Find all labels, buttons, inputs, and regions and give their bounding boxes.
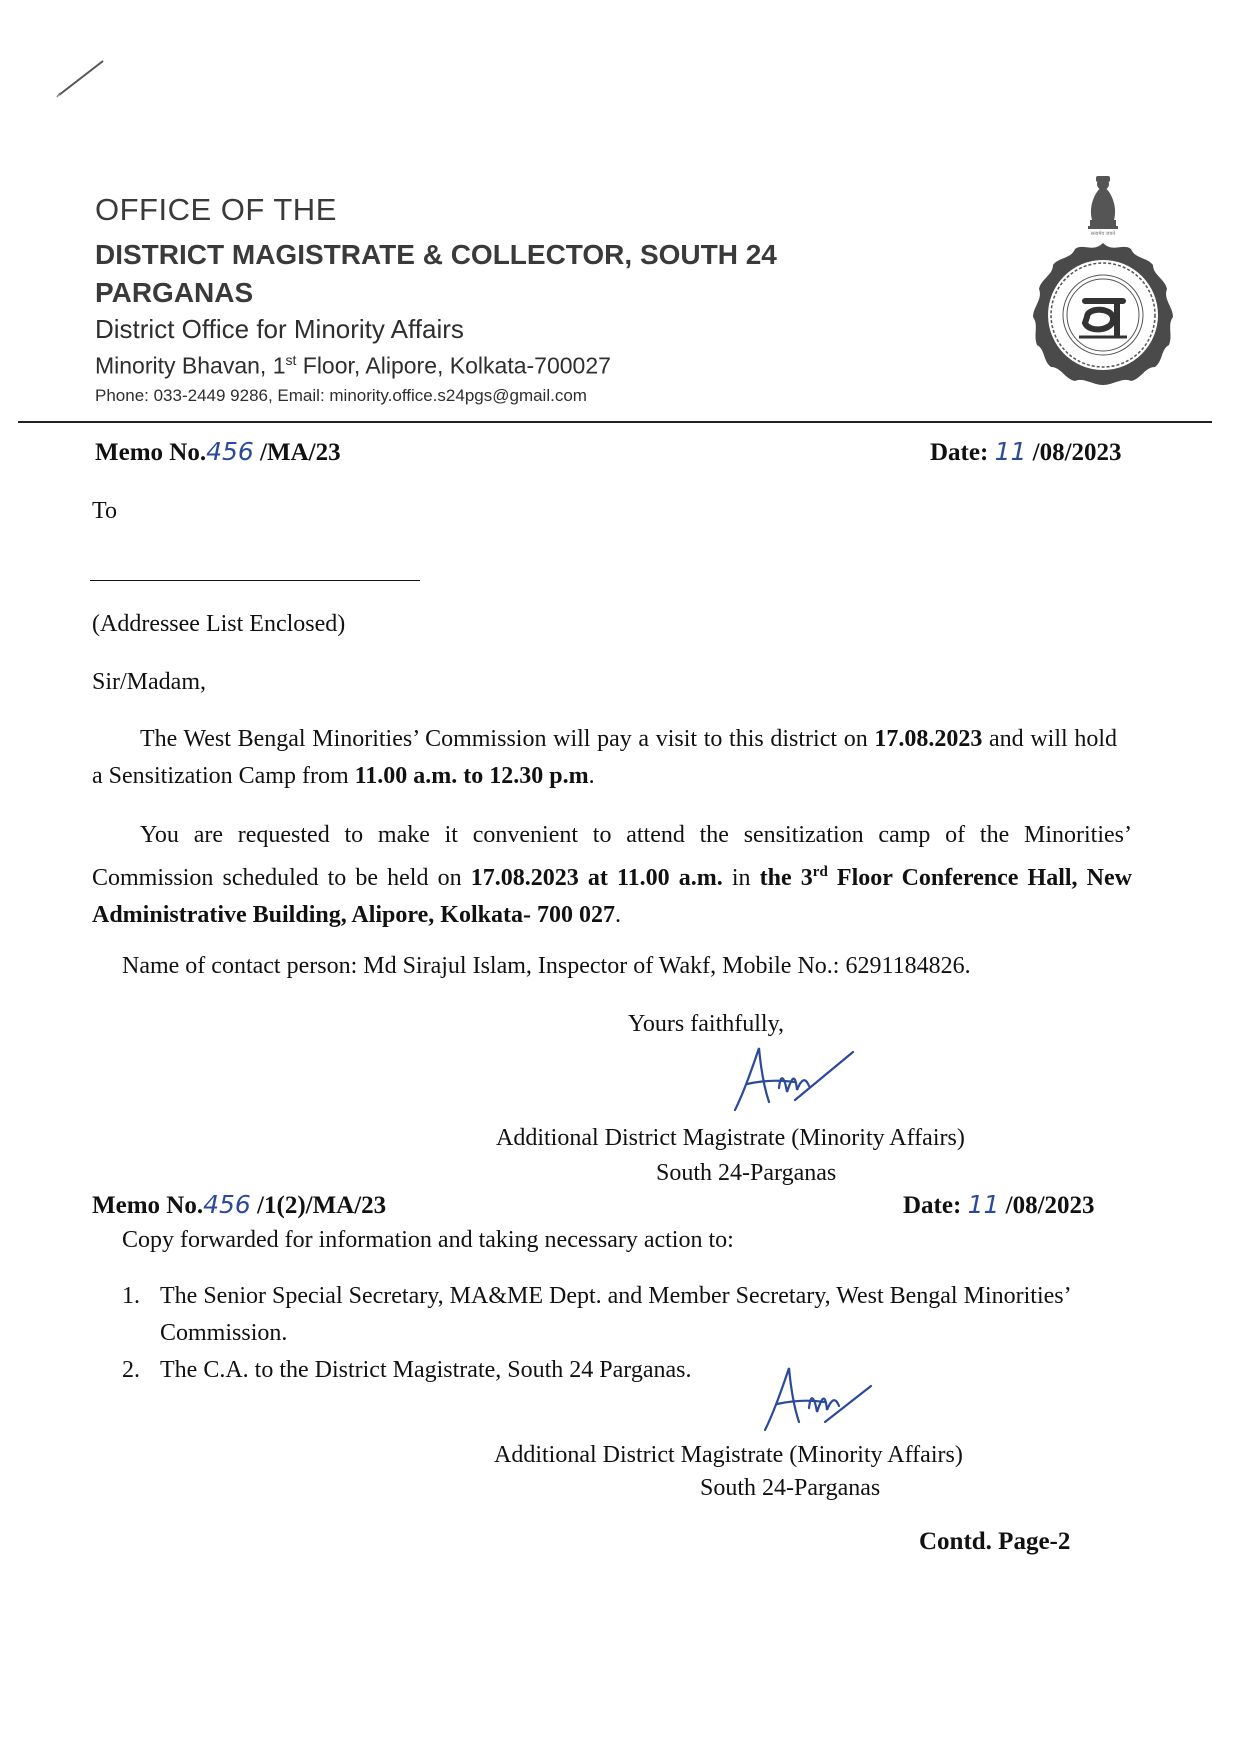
office-contact: Phone: 033-2449 9286, Email: minority.office.s24pgs@gmail.com	[95, 386, 587, 405]
list-item: 2. The C.A. to the District Magistrate, South 24 Parganas.	[122, 1357, 692, 1383]
handwritten-date-day: 11	[994, 437, 1027, 466]
to-label: To	[92, 498, 117, 524]
office-address: Minority Bhavan, 1st Floor, Alipore, Kolkata-700027	[95, 352, 611, 379]
closing: Yours faithfully,	[628, 1011, 785, 1037]
list-item: 1. The Senior Special Secretary, MA&ME Dept. and Member Secretary, West Bengal Minorities’ Commission.	[122, 1283, 1070, 1346]
government-emblem-icon	[1008, 170, 1198, 385]
continued-page-note: Contd. Page-2	[919, 1528, 1071, 1555]
signatory-place-copy: South 24-Parganas	[700, 1475, 881, 1501]
pen-mark	[55, 55, 115, 105]
copy-forwarded-note: Copy forwarded for information and taking necessary action to:	[122, 1227, 734, 1253]
svg-text:सत्यमेव जयते: सत्यमेव जयते	[1090, 231, 1116, 237]
header-divider	[18, 421, 1212, 423]
handwritten-memo-number-copy: 456	[203, 1190, 251, 1219]
recipient-list	[122, 1278, 1122, 1389]
handwritten-memo-number: 456	[206, 437, 254, 466]
paragraph-visit: The West Bengal Minorities’ Commission will pay a visit to this district on 17.08.2023 and will hold a Sensitization Camp from 11.00 a.m. to 12.30 p.m.	[92, 726, 1117, 789]
signatory-title: Additional District Magistrate (Minority Affairs)	[496, 1125, 965, 1151]
office-department: District Office for Minority Affairs	[95, 314, 464, 344]
salutation: Sir/Madam,	[92, 669, 206, 695]
memo-date: Date: 11 /08/2023	[930, 437, 1122, 466]
memo-number-copy: Memo No.456 /1(2)/MA/23	[92, 1190, 387, 1219]
office-title: OFFICE OF THE	[95, 192, 337, 227]
signatory-title-copy: Additional District Magistrate (Minority Affairs)	[494, 1442, 963, 1468]
addressee-blank-line	[90, 580, 420, 581]
office-name: DISTRICT MAGISTRATE & COLLECTOR, SOUTH 24 PARGANAS	[95, 239, 777, 308]
memo-number: Memo No.456 /MA/23	[95, 437, 341, 466]
signature-2	[755, 1360, 885, 1440]
signature-1	[725, 1040, 855, 1120]
signatory-place: South 24-Parganas	[656, 1160, 837, 1186]
addressee-note: (Addressee List Enclosed)	[92, 611, 346, 637]
paragraph-request: You are requested to make it convenient to attend the sensitization camp of the Minorities’ Commission scheduled to be held on 17.08.2023 at 11.00 a.m. in the 3rd Floor Conference Hall, New Administrative Building, Alipore, Kolkata- 700 027.	[92, 822, 1132, 928]
handwritten-date-day-copy: 11	[967, 1190, 1000, 1219]
memo-date-copy: Date: 11 /08/2023	[903, 1190, 1095, 1219]
contact-person: Name of contact person: Md Sirajul Islam, Inspector of Wakf, Mobile No.: 6291184826.	[122, 953, 971, 979]
